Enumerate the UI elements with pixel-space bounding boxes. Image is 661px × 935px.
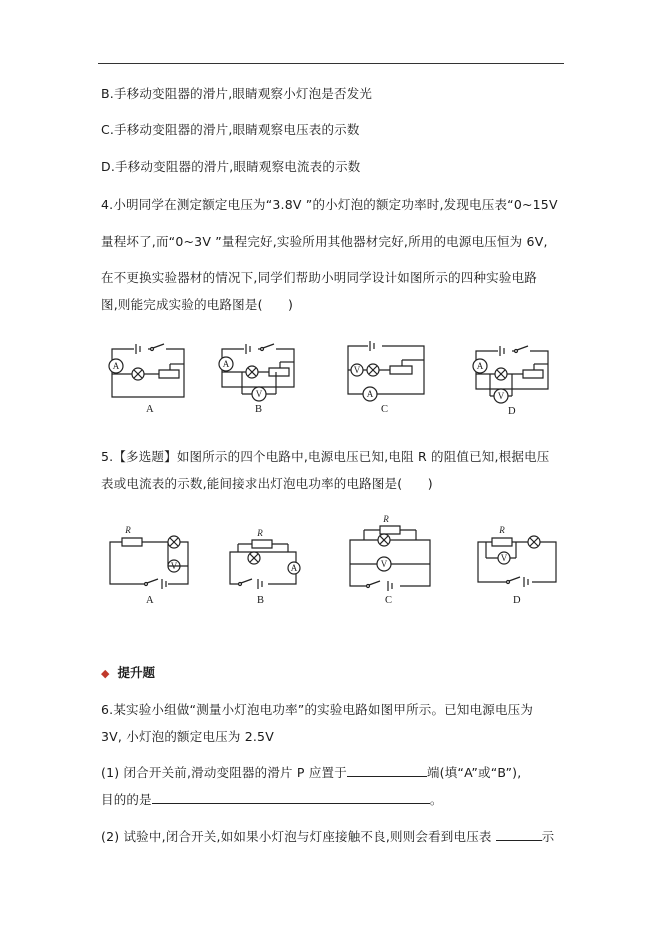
option-b: B.手移动变阻器的滑片,眼睛观察小灯泡是否发光 xyxy=(101,86,373,101)
answer-blank-3[interactable] xyxy=(496,828,542,841)
q4-caption-b: B xyxy=(255,404,263,415)
q4-line-4: 图,则能完成实验的电路图是( ) xyxy=(101,297,294,312)
q6-part2-suffix: 示 xyxy=(541,829,555,844)
svg-text:A: A xyxy=(290,563,298,573)
q6-line-1: 6.某实验小组做“测量小灯泡电功率”的实验电路如图甲所示。已知电源电压为 xyxy=(101,702,534,717)
svg-text:V: V xyxy=(170,561,178,571)
q6-part2-prefix: (2) 试验中,闭合开关,如如果小灯泡与灯座接触不良,则则会看到电压表 xyxy=(101,829,492,844)
q5-circuit-a xyxy=(106,525,196,590)
q4-line-3: 在不更换实验器材的情况下,同学们帮助小明同学设计如图所示的四种实验电路 xyxy=(101,270,537,285)
answer-blank-1[interactable] xyxy=(347,764,427,777)
q6-part1-line2-suffix: 。 xyxy=(429,792,443,807)
q4-circuit-d xyxy=(468,344,558,402)
q4-caption-a: A xyxy=(146,404,154,415)
answer-blank-2[interactable] xyxy=(152,791,430,804)
svg-text:R: R xyxy=(257,528,263,538)
svg-text:V: V xyxy=(353,365,361,375)
option-c: C.手移动变阻器的滑片,眼睛观察电压表的示数 xyxy=(101,122,360,137)
q5-circuit-c xyxy=(344,514,434,592)
q5-caption-b: B xyxy=(257,595,265,606)
q4-circuit-b xyxy=(214,342,304,400)
svg-text:R: R xyxy=(125,525,131,535)
q6-part1-prefix: (1) 闭合开关前,滑动变阻器的滑片 P 应置于 xyxy=(101,765,347,780)
svg-text:R: R xyxy=(383,514,389,524)
q5-caption-a: A xyxy=(146,595,154,606)
q5-circuit-d xyxy=(472,525,562,590)
q6-part1 xyxy=(101,764,521,781)
q6-part1-line2-prefix: 目的的是 xyxy=(101,792,152,807)
svg-text:A: A xyxy=(476,361,484,371)
q4-line-1: 4.小明同学在测定额定电压为“3.8V ”的小灯泡的额定功率时,发现电压表“0~15V xyxy=(101,197,558,212)
q4-caption-c: C xyxy=(381,404,389,415)
svg-text:V: V xyxy=(380,559,388,569)
svg-text:V: V xyxy=(497,391,505,401)
q4-circuit-a xyxy=(104,342,194,400)
section-heading xyxy=(101,663,155,681)
q5-caption-d: D xyxy=(513,595,521,606)
q6-part1-line2 xyxy=(101,791,443,808)
svg-text:V: V xyxy=(255,389,263,399)
header-rule xyxy=(98,63,564,64)
svg-text:A: A xyxy=(222,359,230,369)
q5-line-2: 表或电流表的示数,能间接求出灯泡电功率的电路图是( ) xyxy=(101,476,433,491)
section-title: 提升题 xyxy=(117,665,155,680)
q5-caption-c: C xyxy=(385,595,393,606)
svg-text:A: A xyxy=(112,361,120,371)
q4-circuit-c xyxy=(342,340,432,400)
diamond-icon: ◆ xyxy=(101,667,110,680)
q4-line-2: 量程坏了,而“0~3V ”量程完好,实验所用其他器材完好,所用的电源电压恒为 6V, xyxy=(101,234,548,249)
q6-line-2: 3V, 小灯泡的额定电压为 2.5V xyxy=(101,729,274,744)
q6-part1-suffix: 端(填“A”或“B”), xyxy=(426,765,522,780)
svg-text:V: V xyxy=(500,553,508,563)
q5-line-1: 5.【多选题】如图所示的四个电路中,电源电压已知,电阻 R 的阻值已知,根据电压 xyxy=(101,449,550,464)
svg-text:R: R xyxy=(499,525,505,535)
q6-part2 xyxy=(101,828,554,845)
svg-text:A: A xyxy=(366,389,374,399)
option-d: D.手移动变阻器的滑片,眼睛观察电流表的示数 xyxy=(101,159,361,174)
q4-caption-d: D xyxy=(508,406,516,417)
q5-circuit-b xyxy=(218,530,308,590)
